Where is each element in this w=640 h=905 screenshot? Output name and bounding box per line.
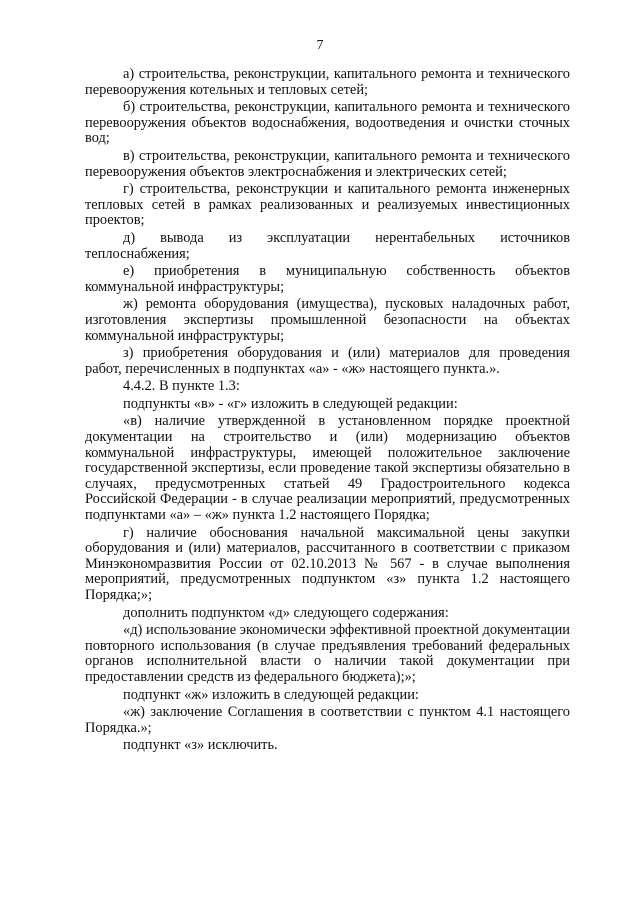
paragraph-item-d: д) вывода из эксплуатации нерентабельных источников теплоснабжения; [85,229,570,262]
paragraph-section-4-4-2: 4.4.2. В пункте 1.3: [123,378,240,395]
paragraph-instruction-d: дополнить подпунктом «д» следующего содержания: [123,604,449,621]
paragraph-new-v: «в) наличие утвержденной в установленном порядке проектной документации на строительство и (или) модернизацию объектов коммунальной инфраструктуры, имеющей положительное заключение государственной экспертизы, если проведение такой экспертизы обязательно в случаях, предусмотренных статьей 49 Градостроительного кодекса Российской Федерации - в случае реализации мероприятий, предусмотренных подпунктами «а» – «ж» пункта 1.2 настоящего Порядка; [85,413,570,524]
paragraph-instruction-z: подпункт «з» исключить. [123,737,278,754]
paragraph-item-b: б) строительства, реконструкции, капитального ремонта и технического перевооружения объектов водоснабжения, водоотведения и очистки сточных вод; [85,99,570,147]
paragraph-instruction-zh: подпункт «ж» изложить в следующей редакции: [123,686,419,703]
page-number: 7 [316,38,324,53]
paragraph-item-z: з) приобретения оборудования и (или) материалов для проведения работ, перечисленных в подпунктах «а» - «ж» настоящего пункта.». [85,345,570,377]
paragraph-item-v: в) строительства, реконструкции, капитального ремонта и технического перевооружения объектов электроснабжения и электрических сетей; [85,147,570,180]
paragraph-new-d: «д) использование экономически эффективной проектной документации повторного использования (в случае предъявления требований федеральных органов исполнительной власти о наличии такой документации при предоставлении средств из федерального бюджета);»; [85,622,570,685]
paragraph-item-a: а) строительства, реконструкции, капитального ремонта и технического перевооружения котельных и тепловых сетей; [85,66,570,98]
paragraph-item-e: е) приобретения в муниципальную собственность объектов коммунальной инфраструктуры; [85,263,570,295]
paragraph-new-zh: «ж) заключение Соглашения в соответствии с пунктом 4.1 настоящего Порядка.»; [85,704,570,736]
document-body [85,67,570,756]
paragraph-new-g: г) наличие обоснования начальной максимальной цены закупки оборудования и (или) материалов, рассчитанного в соответствии с приказом Минэкономразвития России от 02.10.2013 № 567 - в случае выполнения мероприятий, предусмотренных подпунктом «з» пункта 1.2 настоящего Порядка;»; [85,524,570,603]
paragraph-instruction-v-g: подпункты «в» - «г» изложить в следующей редакции: [123,395,458,412]
paragraph-item-zh: ж) ремонта оборудования (имущества), пусковых наладочных работ, изготовления экспертизы промышленной безопасности на объектах коммунальной инфраструктуры; [85,296,570,344]
paragraph-item-g: г) строительства, реконструкции и капитального ремонта инженерных тепловых сетей в рамках реализованных и реализуемых инвестиционных проектов; [85,181,570,229]
